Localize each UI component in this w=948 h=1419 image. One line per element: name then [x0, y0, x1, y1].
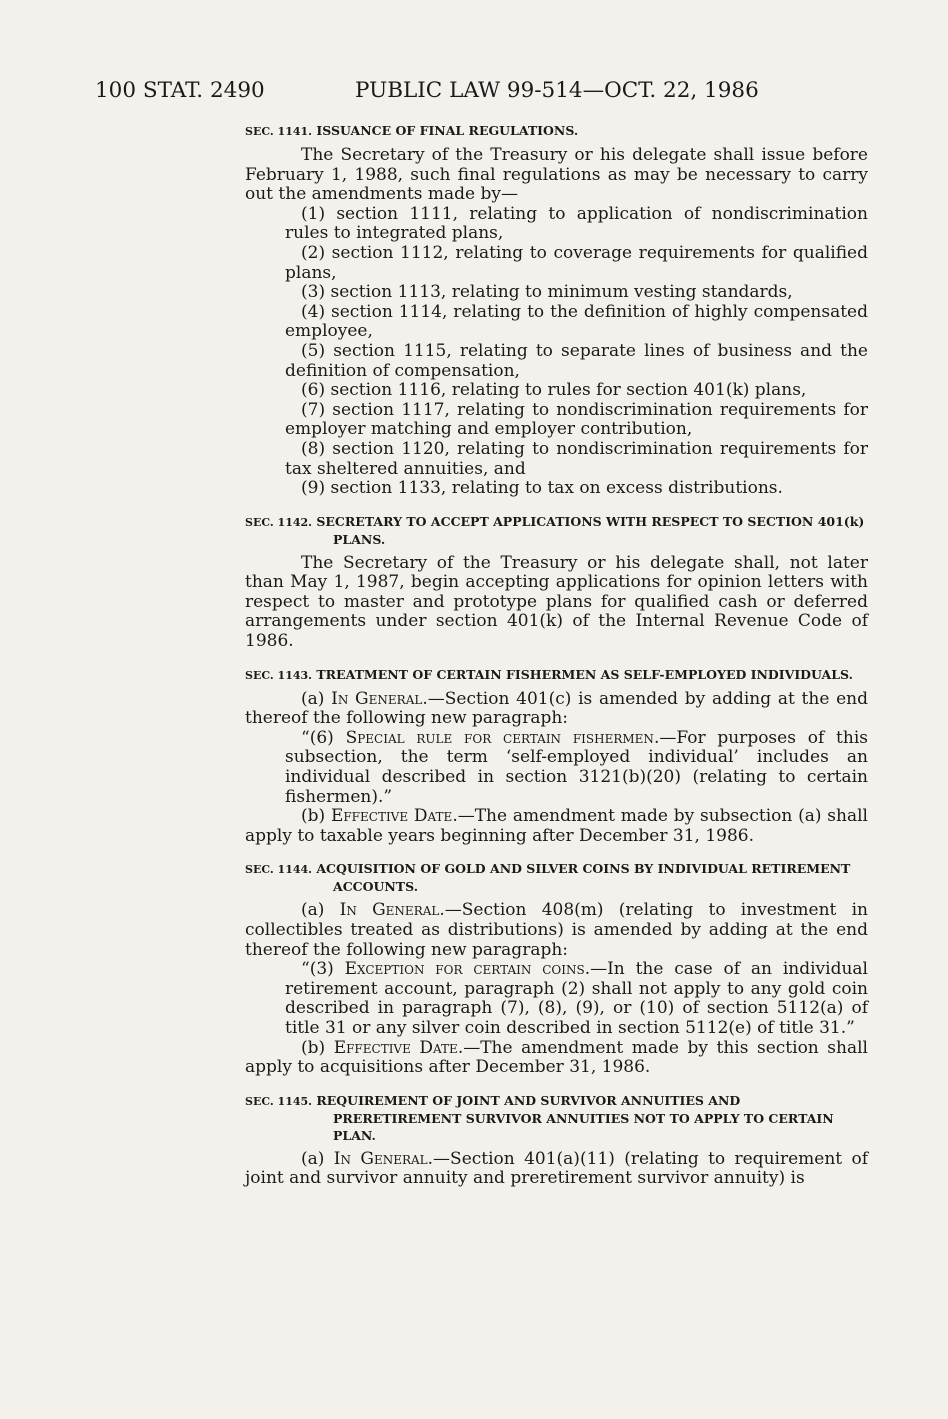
list-item: (5) section 1115, relating to separate lines of business and the definition of compensation,	[285, 340, 868, 381]
list-item: (6) section 1116, relating to rules for section 401(k) plans,	[301, 380, 807, 401]
list-item: (4) section 1114, relating to the definition of highly compensated employee,	[285, 301, 868, 342]
section-number: SEC. 1141.	[245, 125, 312, 138]
section-number: SEC. 1142.	[245, 515, 312, 529]
section-1141-heading	[245, 122, 868, 140]
list-item: (3) section 1113, relating to minimum vesting standards,	[301, 282, 793, 303]
public-law-title: PUBLIC LAW 99-514—OCT. 22, 1986	[355, 78, 759, 103]
subsection-heading: In General	[331, 688, 423, 709]
section-number: SEC. 1144.	[245, 863, 312, 877]
section-number: SEC. 1145.	[245, 1094, 312, 1108]
subsection-b: (b) Effective Date.—The amendment made by subsection (a) shall apply to taxable years beginning after December 31, 1986.	[245, 806, 868, 846]
subsection-b: (b) Effective Date.—The amendment made by this section shall apply to acquisitions after December 31, 1986.	[245, 1037, 868, 1078]
subsection-a: (a) In General.—Section 401(a)(11) (relating to requirement of joint and survivor annuity and preretirement survivor annuity) is	[245, 1148, 868, 1189]
quoted-paragraph: “(6) Special rule for certain fishermen.—For purposes of this subsection, the term ‘self-employed individual’ includes an individual described in section 3121(b)(20) (relating to certain fishermen).”	[285, 727, 868, 807]
subsection-heading: Effective Date	[333, 1037, 458, 1058]
subsection-a: (a) In General.—Section 408(m) (relating to investment in collectibles treated as distributions) is amended by adding at the end thereof the following new paragraph:	[245, 900, 868, 960]
list-item: (7) section 1117, relating to nondiscrimination requirements for employer matching and employer contribution,	[285, 399, 868, 440]
paragraph-heading: Exception for certain coins	[344, 959, 585, 980]
list-item: (1) section 1111, relating to application of nondiscrimination rules to integrated plans,	[285, 203, 868, 244]
quoted-paragraph: “(3) Exception for certain coins.—In the case of an individual retirement account, paragraph (2) shall not apply to any gold coin described in paragraph (7), (8), (9), or (10) of section 5112(a) of title 31 or any silver coin described in section 5112(e) of title 31.”	[285, 959, 868, 1038]
section-title: SECRETARY TO ACCEPT APPLICATIONS WITH RESPECT TO SECTION 401(k) PLANS.	[316, 513, 865, 547]
list-item: (2) section 1112, relating to coverage requirements for qualified plans,	[285, 242, 868, 283]
document-body	[245, 122, 868, 1189]
section-number: SEC. 1143.	[245, 668, 312, 682]
section-1142-text: The Secretary of the Treasury or his delegate shall, not later than May 1, 1987, begin accepting applications for opinion letters with respect to master and prototype plans for qualified cash or deferred arrangements under section 401(k) of the Internal Revenue Code of 1986.	[245, 552, 868, 652]
subsection-heading: Effective Date	[330, 806, 453, 827]
section-1144-heading	[245, 860, 868, 895]
subsection-a: (a) In General.—Section 401(c) is amended by adding at the end thereof the following new paragraph:	[245, 688, 868, 729]
section-title: TREATMENT OF CERTAIN FISHERMEN AS SELF-EMPLOYED INDIVIDUALS.	[316, 666, 853, 682]
subsection-heading: In General	[333, 1148, 428, 1169]
section-1145-heading	[245, 1092, 868, 1144]
paragraph-heading: Special rule for certain fishermen	[345, 727, 654, 748]
list-item: (9) section 1133, relating to tax on excess distributions.	[301, 478, 783, 499]
section-1143-heading	[245, 666, 868, 684]
section-1142-heading	[245, 513, 868, 548]
statute-citation: 100 STAT. 2490	[95, 78, 265, 103]
section-1141-intro: The Secretary of the Treasury or his delegate shall issue before February 1, 1988, such final regulations as may be necessary to carry out the amendments made by—	[245, 145, 868, 205]
section-title: REQUIREMENT OF JOINT AND SURVIVOR ANNUITIES AND PRERETIREMENT SURVIVOR ANNUITIES NOT TO APPLY TO CERTAIN PLAN.	[316, 1092, 834, 1143]
subsection-heading: In General	[339, 900, 440, 921]
section-title: ISSUANCE OF FINAL REGULATIONS.	[316, 123, 579, 138]
list-item: (8) section 1120, relating to nondiscrimination requirements for tax sheltered annuities, and	[285, 438, 868, 479]
section-title: ACQUISITION OF GOLD AND SILVER COINS BY INDIVIDUAL RETIREMENT ACCOUNTS.	[316, 861, 851, 895]
